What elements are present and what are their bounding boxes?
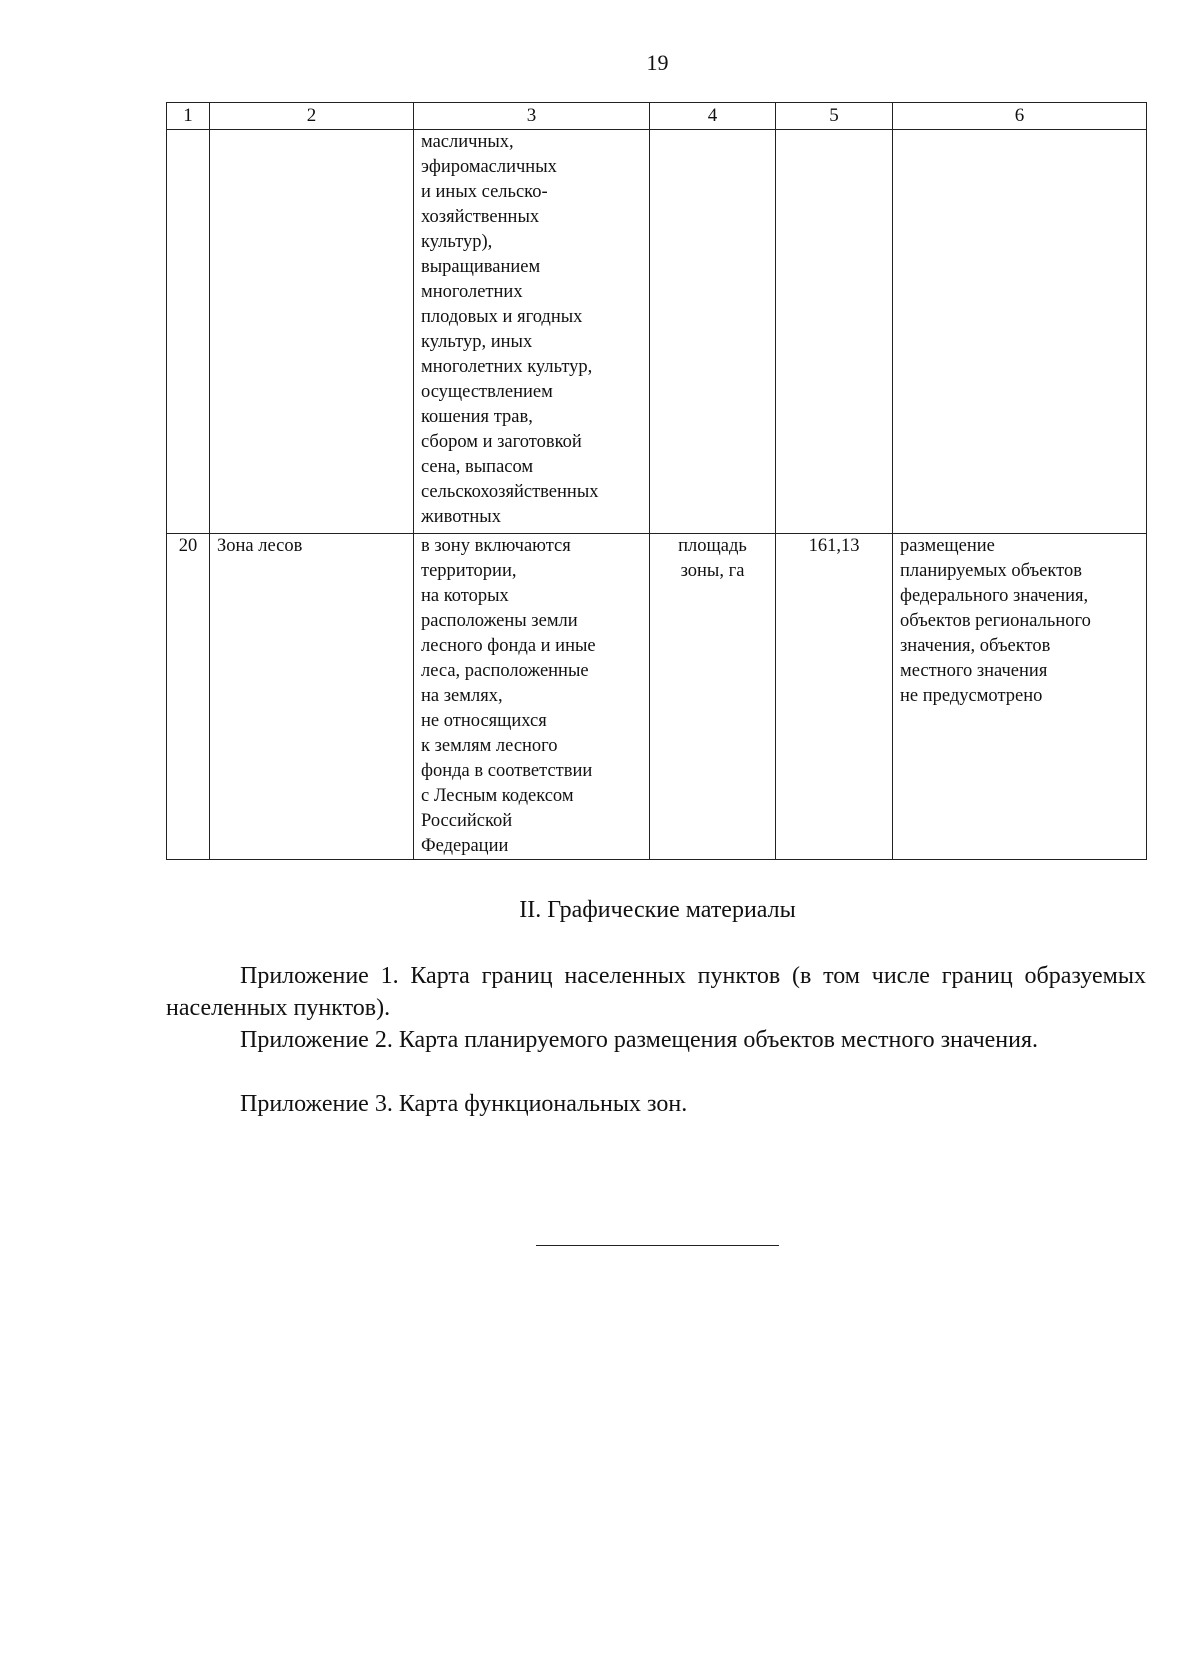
row-number-cell: [167, 130, 210, 534]
appendix-text: Приложение 2. Карта планируемого размещения объектов местного значения.: [240, 1027, 1039, 1053]
value-cell: 161,13: [776, 534, 893, 860]
appendix-text: Приложение 1. Карта границ населенных пунктов (в том числе границ образуемых населенных пунктов).: [166, 963, 1146, 1021]
table-row: [167, 130, 1147, 534]
parameter-cell: площадь зоны, га: [650, 534, 776, 860]
table-header-row: [167, 103, 1147, 130]
zone-name-cell: Зона лесов: [210, 534, 414, 860]
notes-cell: размещение планируемых объектов федерального значения, объектов регионального значения, объектов местного значения не предусмотрено: [893, 534, 1147, 860]
column-header: 1: [167, 103, 210, 130]
end-divider: [536, 1245, 779, 1246]
column-header: 5: [776, 103, 893, 130]
appendix-paragraph: [166, 1024, 1146, 1056]
table-row: [167, 534, 1147, 860]
zone-description-cell: в зону включаются территории, на которых расположены земли лесного фонда и иные леса, расположенные на землях, не относящихся к землям лесного фонда в соответствии с Лесным кодексом Российской Федерации: [414, 534, 650, 860]
zone-description-cell: масличных, эфиромасличных и иных сельско- хозяйственных культур), выращиванием многолетних плодовых и ягодных культур, иных многолетних культур, осуществлением кошения трав, сбором и заготовкой сена, выпасом сельскохозяйственных животных: [414, 130, 650, 534]
parameter-cell: [650, 130, 776, 534]
column-header: 4: [650, 103, 776, 130]
column-header: 6: [893, 103, 1147, 130]
section-title: II. Графические материалы: [519, 897, 796, 923]
zones-table: [166, 102, 1147, 860]
column-header: 2: [210, 103, 414, 130]
value-cell: [776, 130, 893, 534]
notes-cell: [893, 130, 1147, 534]
column-header: 3: [414, 103, 650, 130]
zone-name-cell: [210, 130, 414, 534]
appendix-paragraph: [166, 960, 1146, 1024]
page-number: 19: [646, 50, 669, 75]
row-number-cell: 20: [167, 534, 210, 860]
appendix-text: Приложение 3. Карта функциональных зон.: [240, 1091, 688, 1117]
appendix-paragraph: [166, 1088, 1146, 1120]
